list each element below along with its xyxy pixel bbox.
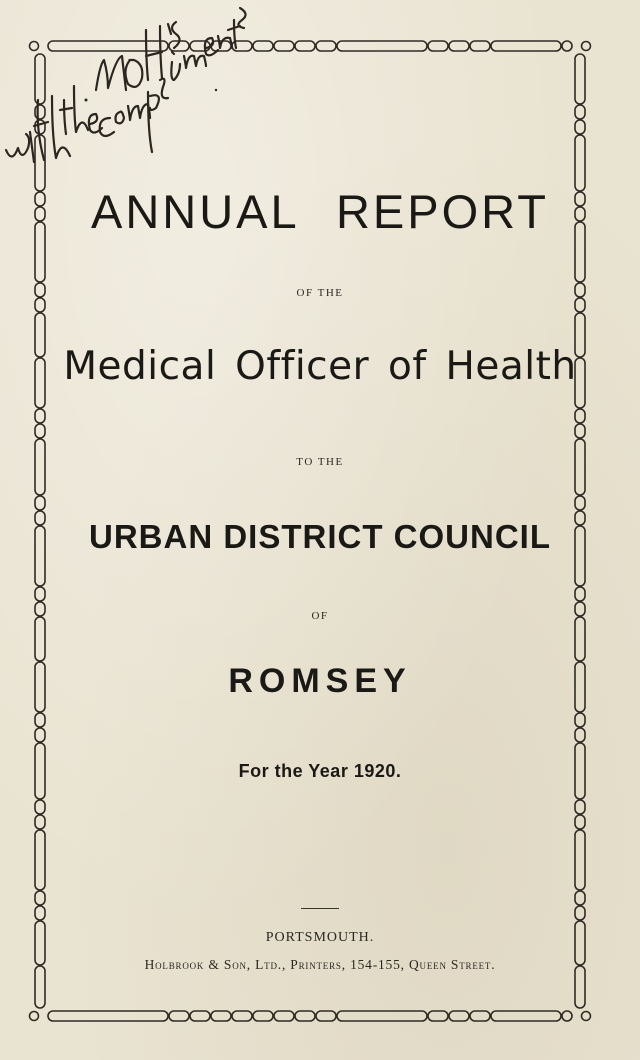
council-name: URBAN DISTRICT COUNCIL <box>89 518 551 555</box>
of-label: OF <box>311 610 329 622</box>
of-the-label: OF THE <box>296 287 344 299</box>
year-line: For the Year 1920. <box>238 761 402 781</box>
place-name: ROMSEY <box>228 662 412 700</box>
imprint-printer: Holbrook & Son, Ltd., Printers, 154-155, Queen Street. <box>144 957 496 972</box>
report-title: ANNUAL REPORT <box>91 185 549 238</box>
imprint-city: PORTSMOUTH. <box>265 930 375 945</box>
divider-rule <box>301 908 339 909</box>
to-the-label: TO THE <box>296 456 344 468</box>
handwritten-inscription <box>0 0 640 200</box>
officer-title: Medical Officer of Health <box>63 344 577 389</box>
